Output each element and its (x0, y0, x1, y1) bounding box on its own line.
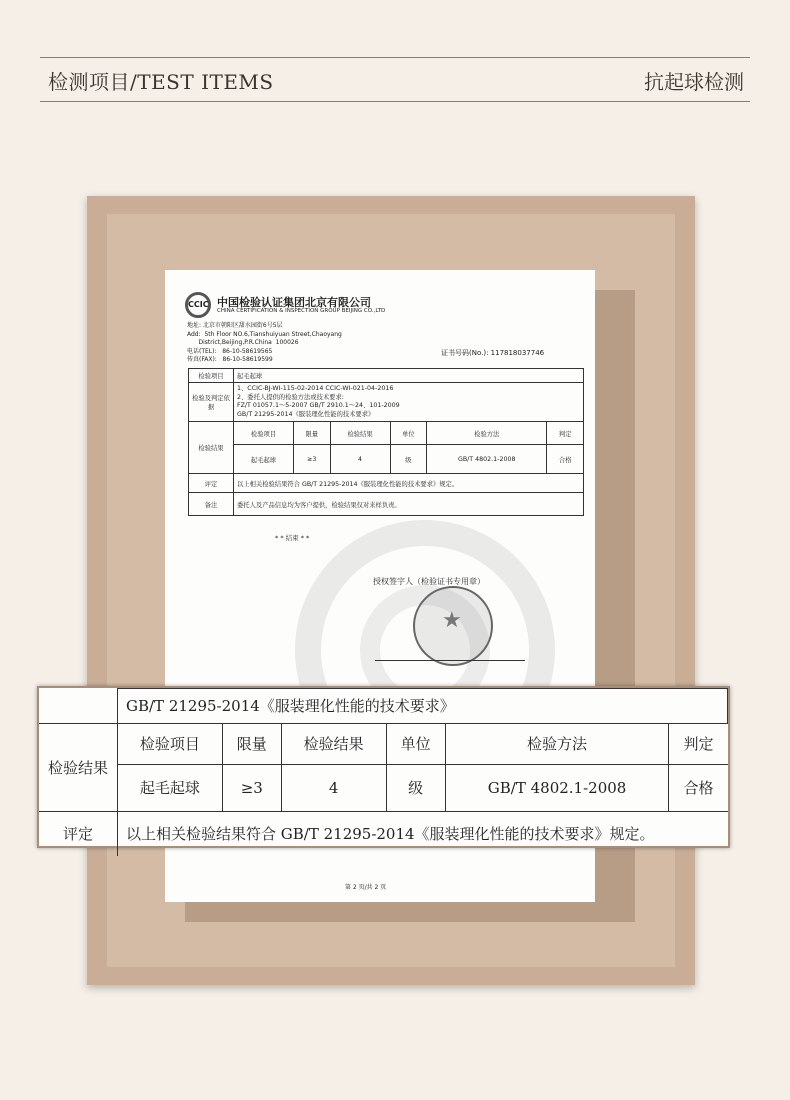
basis-line-3: FZ/T 01057.1～5-2007 GB/T 2910.1～24、101-2009 (237, 402, 400, 409)
cell: GB/T 4802.1-2008 (427, 445, 547, 474)
zoom-col-header: 检验项目 (118, 723, 223, 764)
zoom-col-header: 检验方法 (445, 723, 669, 764)
header-category: 抗起球检测 (644, 70, 744, 94)
certificate-table (188, 368, 584, 516)
org-name-cn: 中国检验认证集团北京有限公司 (217, 296, 371, 309)
zoom-col-header: 检验结果 (281, 723, 386, 764)
col-header: 单位 (390, 422, 427, 445)
item-label: 检验项目 (189, 369, 234, 383)
page-number: 第 2 页/共 2 页 (345, 884, 387, 891)
eval-text: 以上相关检验结果符合 GB/T 21295-2014《服装理化性能的技术要求》规定。 (234, 474, 584, 493)
cell: 合格 (547, 445, 584, 474)
result-label: 检验结果 (189, 422, 234, 474)
zoom-result-label: 检验结果 (39, 723, 118, 811)
note-label: 备注 (189, 493, 234, 516)
signature-line (375, 660, 525, 661)
zoom-eval-label: 评定 (39, 811, 118, 856)
note-text: 委托人及产品信息均为客户提供，检验结果仅对来样负责。 (234, 493, 584, 516)
zoom-cell: GB/T 4802.1-2008 (445, 764, 669, 811)
cell: 4 (330, 445, 390, 474)
zoom-cell: ≥3 (222, 764, 281, 811)
col-header: 检验结果 (330, 422, 390, 445)
zoom-cell: 合格 (669, 764, 728, 811)
eval-label: 评定 (189, 474, 234, 493)
header-rule (40, 101, 750, 102)
basis-line-1: 1、CCIC-BJ-WI-115-02-2014 CCIC-WI-021-04-2016 (237, 385, 394, 392)
basis-line-2: 2、委托人提供的检验方法或技术要求: (237, 393, 344, 401)
cell: 起毛起球 (234, 445, 294, 474)
zoom-cell: 起毛起球 (118, 764, 223, 811)
col-header: 检验方法 (427, 422, 547, 445)
ccic-logo-icon: CCIC (185, 292, 211, 318)
col-header: 检验项目 (234, 422, 294, 445)
basis-label: 检验及判定依据 (189, 383, 234, 422)
cell: ≥3 (294, 445, 331, 474)
zoom-eval-text: 以上相关检验结果符合 GB/T 21295-2014《服装理化性能的技术要求》规定。 (118, 811, 728, 856)
zoom-table (39, 688, 728, 856)
zoom-col-header: 判定 (669, 723, 728, 764)
official-stamp-icon (413, 586, 493, 666)
zoom-cell: 级 (386, 764, 445, 811)
cell: 级 (390, 445, 427, 474)
zoom-standard: GB/T 21295-2014《服装理化性能的技术要求》 (118, 689, 728, 724)
item-value: 起毛起球 (234, 369, 584, 383)
certificate-number: 证书号码(No.): 117818037746 (441, 349, 545, 357)
zoom-panel (37, 686, 730, 848)
col-header: 限量 (294, 422, 331, 445)
basis-line-4: GB/T 21295-2014《服装理化性能的技术要求》 (237, 410, 375, 418)
org-address: 地址: 北京市朝阳区甜水园街6号5层 Add: 5th Floor NO.6,Tianshuiyuan Street,Chaoyang District,Beijing,P.R.China 100026 电话(TEL): 86-10-58619565 传真(FAX): 86-10-58619599 (187, 322, 342, 363)
org-name-en: CHINA CERTIFICATION & INSPECTION GROUP BEIJING CO.,LTD (217, 308, 386, 314)
authorized-signer: 授权签字人（检验证书专用章） (373, 577, 485, 586)
zoom-cell: 4 (281, 764, 386, 811)
top-rule (40, 57, 750, 58)
header-title: 检测项目/TEST ITEMS (48, 70, 274, 94)
end-marker: * * 结束 * * (275, 534, 310, 542)
zoom-col-header: 单位 (386, 723, 445, 764)
zoom-col-header: 限量 (222, 723, 281, 764)
col-header: 判定 (547, 422, 584, 445)
